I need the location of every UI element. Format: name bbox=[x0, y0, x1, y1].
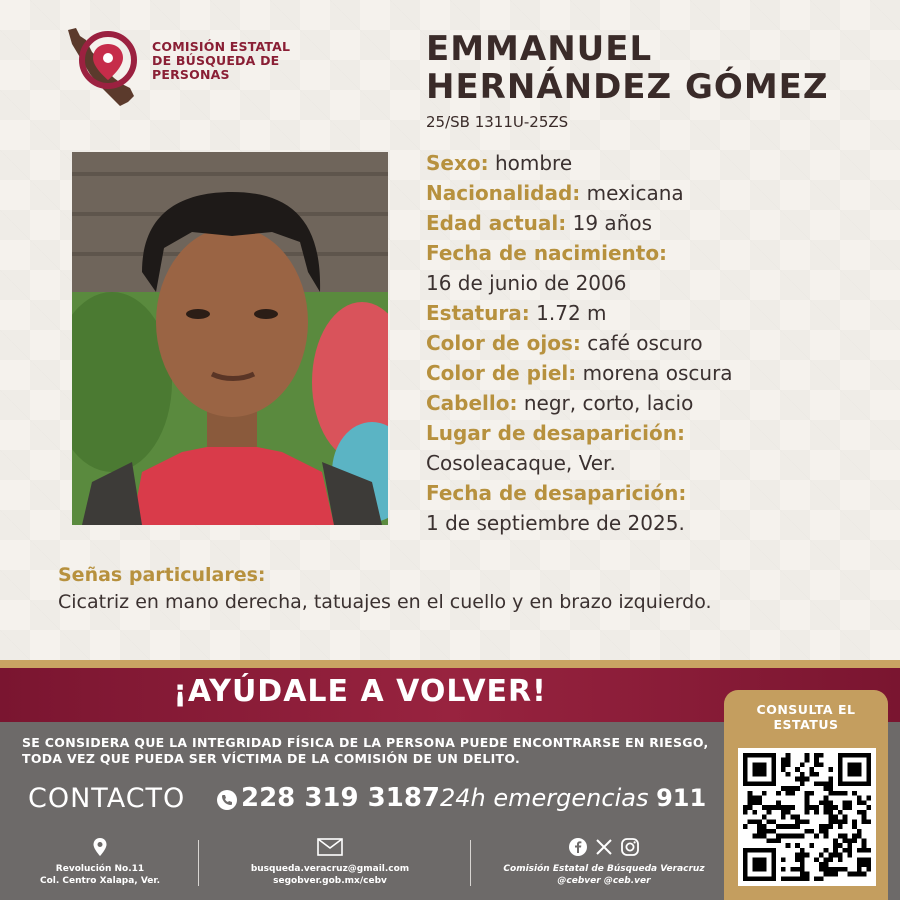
distinguishing-marks-value: Cicatriz en mano derecha, tatuajes en el cuello y en brazo izquierdo. bbox=[58, 591, 712, 613]
detail-label: Edad actual: bbox=[426, 211, 567, 235]
detail-value: morena oscura bbox=[582, 361, 733, 385]
footer-divider bbox=[470, 840, 471, 886]
footer-contact bbox=[230, 835, 430, 887]
distinguishing-marks-label: Señas particulares: bbox=[58, 564, 266, 586]
detail-label: Sexo: bbox=[426, 151, 489, 175]
distinguishing-marks bbox=[58, 562, 888, 616]
contact-label: CONTACTO bbox=[28, 783, 186, 814]
risk-warning bbox=[22, 735, 722, 767]
detail-nacionalidad bbox=[426, 178, 886, 208]
footer-divider bbox=[198, 840, 199, 886]
veracruz-map-pin-logo bbox=[62, 26, 152, 114]
organization-name bbox=[152, 40, 317, 82]
gold-divider bbox=[0, 660, 900, 668]
detail-value: 1.72 m bbox=[536, 301, 607, 325]
status-title-line1: CONSULTA EL bbox=[756, 702, 856, 717]
status-title-line2: ESTATUS bbox=[773, 717, 839, 732]
detail-sexo bbox=[426, 148, 886, 178]
contact-row bbox=[28, 783, 728, 823]
detail-fecha-nacimiento-label bbox=[426, 238, 886, 268]
emergency-prefix: 24h emergencias bbox=[440, 784, 649, 812]
person-name-line2: HERNÁNDEZ GÓMEZ bbox=[426, 67, 829, 107]
detail-fecha-desaparicion-label bbox=[426, 478, 886, 508]
detail-cabello bbox=[426, 388, 886, 418]
detail-estatura bbox=[426, 298, 886, 328]
social-handles[interactable]: @cebver @ceb.ver bbox=[557, 876, 651, 886]
organization-logo bbox=[62, 26, 312, 114]
instagram-icon[interactable] bbox=[620, 837, 640, 857]
person-details bbox=[426, 148, 886, 538]
organization-name-line3: PERSONAS bbox=[152, 67, 230, 82]
address-line2: Col. Centro Xalapa, Ver. bbox=[40, 876, 160, 886]
footer-address bbox=[30, 835, 170, 887]
location-pin-icon bbox=[92, 837, 108, 857]
detail-label: Color de ojos: bbox=[426, 331, 581, 355]
detail-value: mexicana bbox=[586, 181, 684, 205]
detail-value: hombre bbox=[494, 151, 573, 175]
social-name: Comisión Estatal de Búsqueda Veracruz bbox=[503, 864, 705, 874]
person-name-line1: EMMANUEL bbox=[426, 29, 653, 69]
website-link[interactable]: segobver.gob.mx/cebv bbox=[273, 876, 387, 886]
detail-value: 19 años bbox=[572, 211, 653, 235]
emergency-number[interactable]: 911 bbox=[656, 784, 707, 812]
status-title bbox=[724, 702, 888, 732]
case-folio: 25/SB 1311U-25ZS bbox=[426, 113, 569, 131]
footer-social bbox=[492, 835, 716, 887]
detail-value: negr, corto, lacio bbox=[523, 391, 694, 415]
detail-label: Fecha de desaparición: bbox=[426, 481, 687, 505]
detail-value: café oscuro bbox=[587, 331, 703, 355]
detail-value: Cosoleacaque, Ver. bbox=[426, 451, 616, 475]
phone-icon bbox=[216, 789, 238, 815]
contact-phone-link[interactable]: 228 319 3187 bbox=[241, 783, 441, 813]
detail-value: 16 de junio de 2006 bbox=[426, 271, 627, 295]
detail-color-piel bbox=[426, 358, 886, 388]
emergency-line bbox=[440, 784, 706, 812]
risk-warning-line1: SE CONSIDERA QUE LA INTEGRIDAD FÍSICA DE LA PERSONA PUEDE ENCONTRARSE EN RIESGO, bbox=[22, 735, 709, 750]
help-banner-text: ¡AYÚDALE A VOLVER! bbox=[173, 674, 547, 709]
detail-value: 1 de septiembre de 2025. bbox=[426, 511, 685, 535]
address-line1: Revolución No.11 bbox=[55, 864, 145, 874]
facebook-icon[interactable] bbox=[568, 837, 588, 857]
person-photo bbox=[72, 152, 388, 525]
organization-name-line1: COMISIÓN ESTATAL bbox=[152, 39, 291, 54]
person-name bbox=[426, 30, 886, 106]
detail-label: Color de piel: bbox=[426, 361, 577, 385]
detail-label: Lugar de desaparición: bbox=[426, 421, 685, 445]
detail-lugar-desaparicion-label bbox=[426, 418, 886, 448]
detail-edad bbox=[426, 208, 886, 238]
organization-name-line2: DE BÚSQUEDA DE bbox=[152, 53, 280, 68]
detail-fecha-desaparicion-value bbox=[426, 508, 886, 538]
mail-icon bbox=[317, 838, 343, 856]
detail-label: Estatura: bbox=[426, 301, 530, 325]
detail-fecha-nacimiento-value bbox=[426, 268, 886, 298]
qr-code[interactable] bbox=[738, 748, 876, 886]
detail-lugar-desaparicion-value bbox=[426, 448, 886, 478]
detail-label: Nacionalidad: bbox=[426, 181, 581, 205]
detail-color-ojos bbox=[426, 328, 886, 358]
risk-warning-line2: TODA VEZ QUE PUEDA SER VÍCTIMA DE LA COMISIÓN DE UN DELITO. bbox=[22, 751, 521, 766]
x-icon[interactable] bbox=[594, 837, 614, 857]
detail-label: Cabello: bbox=[426, 391, 518, 415]
detail-label: Fecha de nacimiento: bbox=[426, 241, 668, 265]
email-link[interactable]: busqueda.veracruz@gmail.com bbox=[250, 864, 410, 874]
